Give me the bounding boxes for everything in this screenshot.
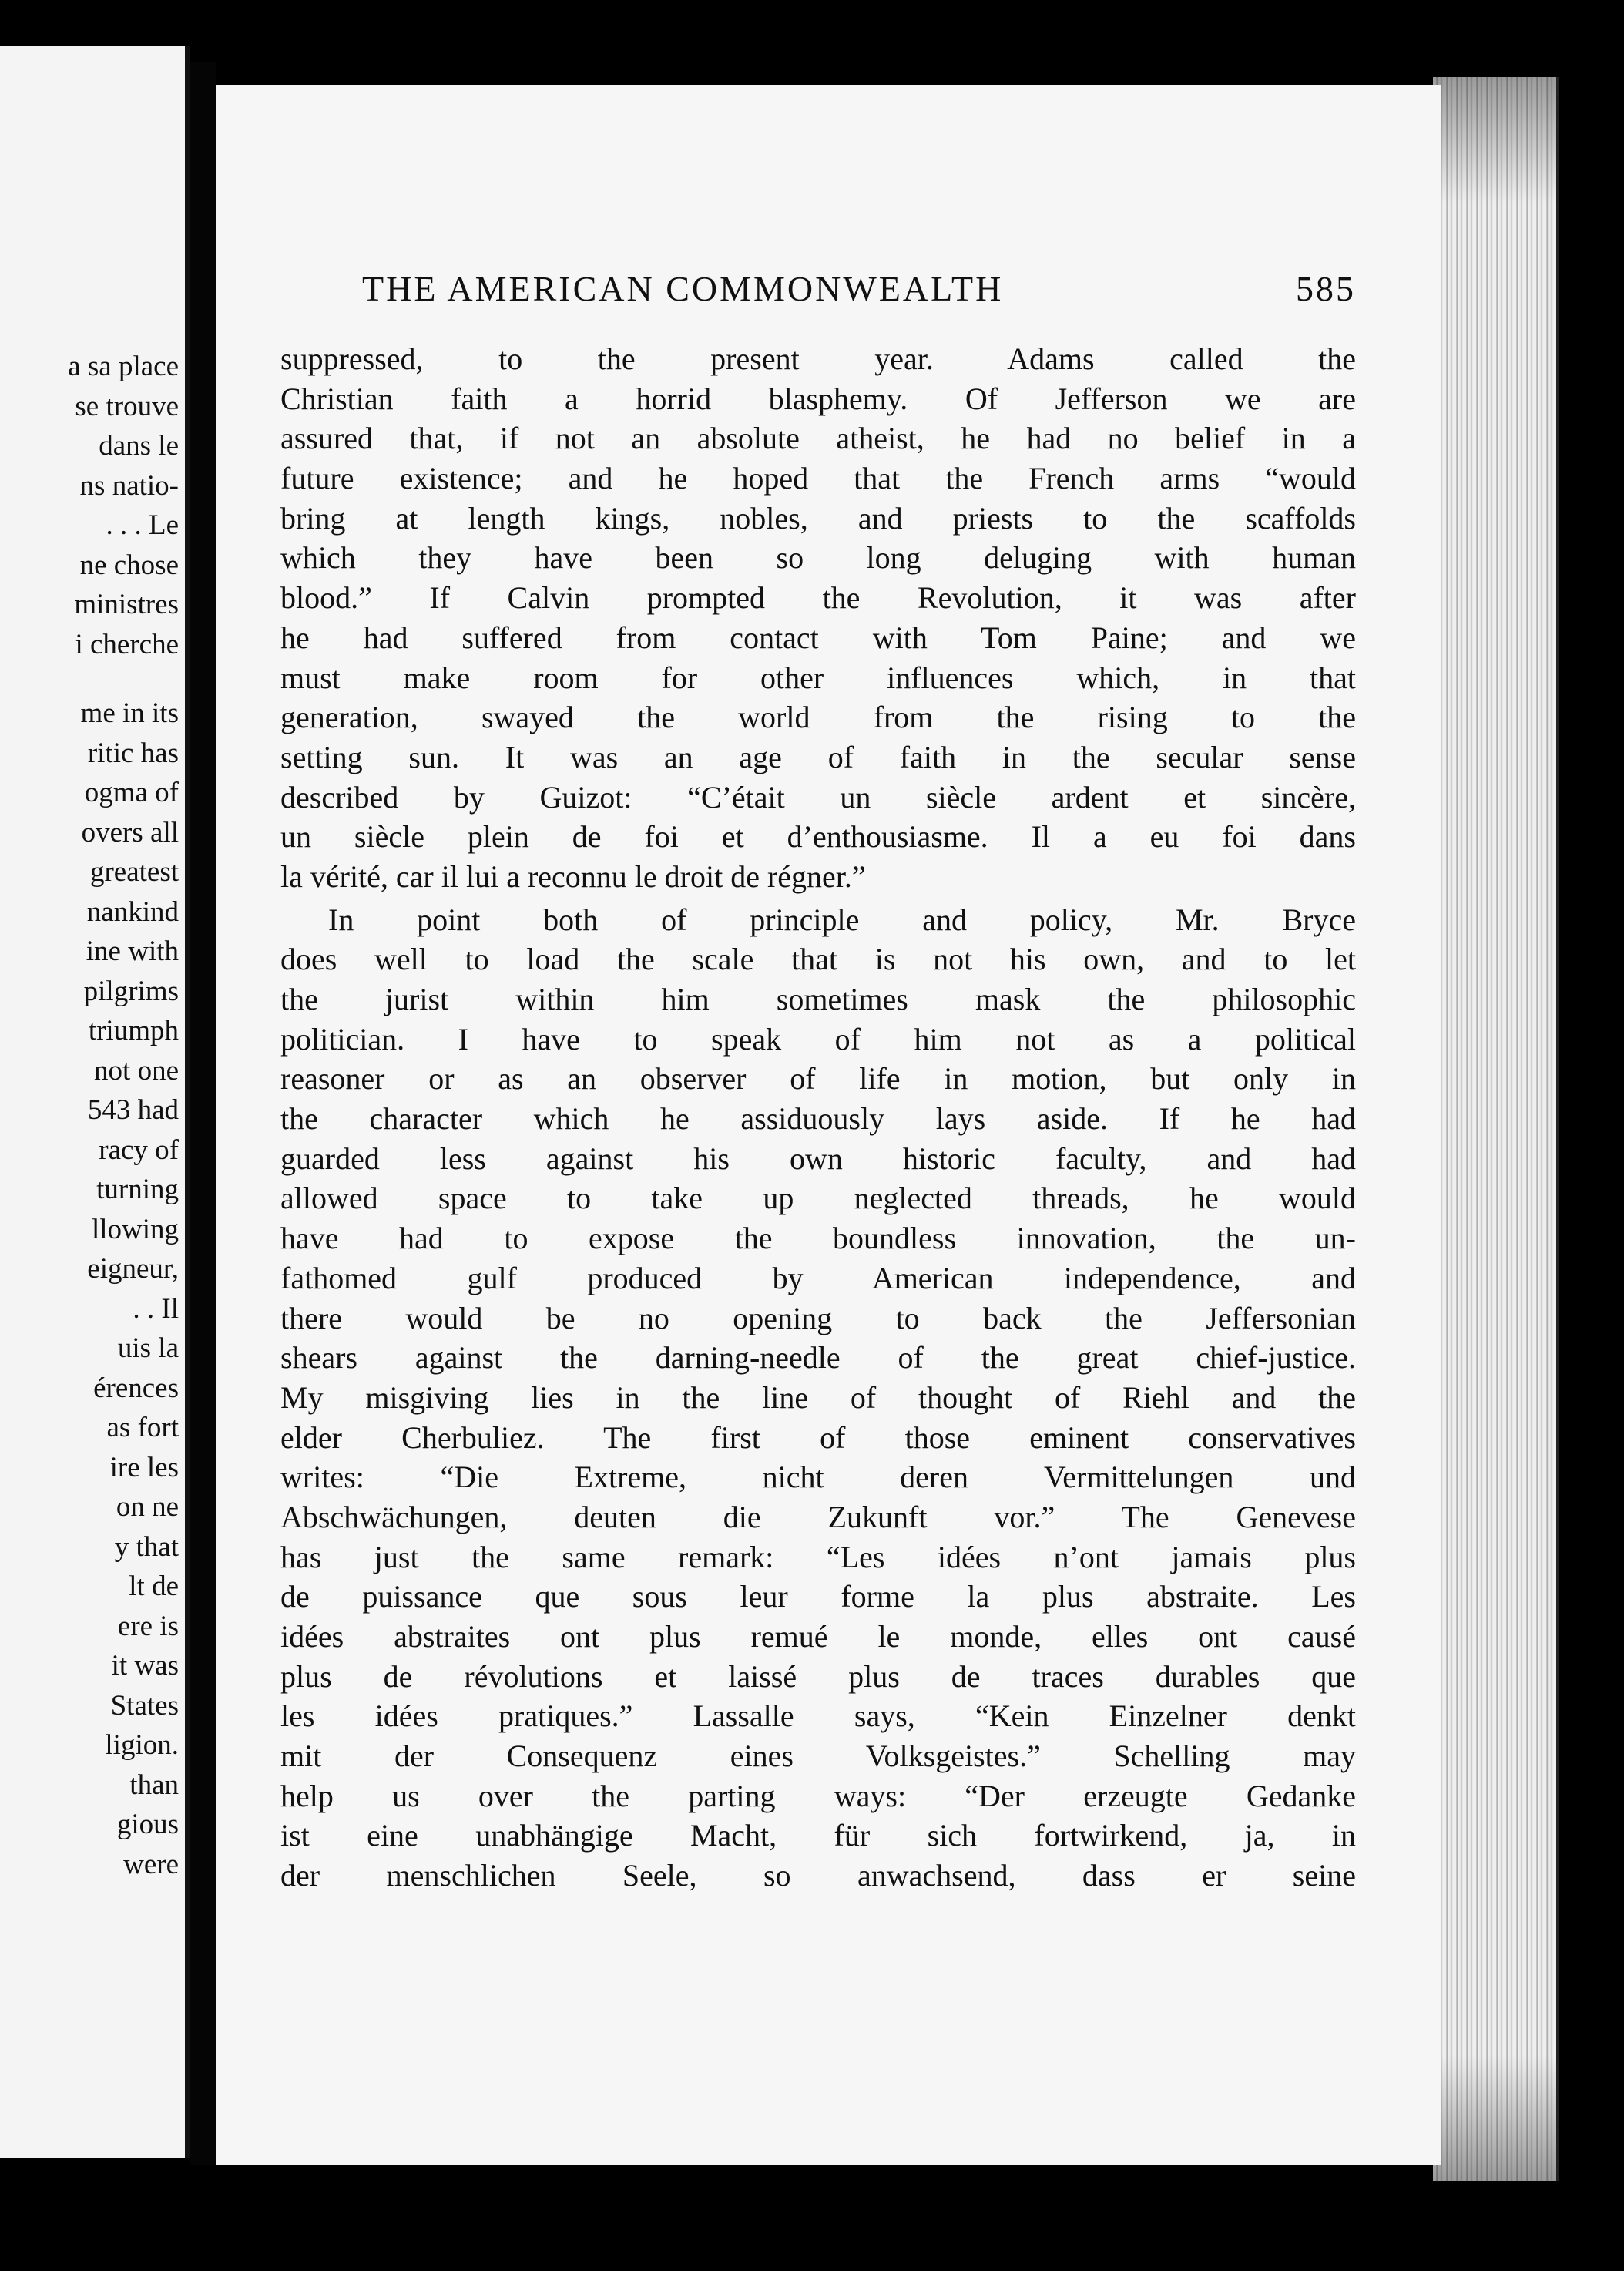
text-line: blood.” If Calvin prompted the Revolution, it was after [280,580,1356,616]
text-line: shears against the darning-needle of the great chief-justice. [280,1340,1356,1376]
text-line: fathomed gulf produced by American independence, and [280,1260,1356,1295]
facing-line: ire les [109,1451,179,1483]
facing-line: nankind [86,895,179,928]
text-line: does well to load the scale that is not his own, and to let [280,942,1356,977]
text-line: help us over the parting ways: “Der erzeugte Gedanke [280,1778,1356,1813]
facing-line: uis la [117,1332,179,1364]
text-line: Abschwächungen, deuten die Zukunft vor.” The Genevese [280,1499,1356,1534]
text-line: must make room for other influences which, in that [280,660,1356,695]
text-line: de puissance que sous leur forme la plus abstraite. Les [280,1579,1356,1614]
text-line: bring at length kings, nobles, and priests to the scaffolds [280,500,1356,536]
facing-line: triumph [88,1015,179,1046]
facing-page-left [0,46,190,2158]
text-line: assured that, if not an absolute atheist, he had no belief in a [280,421,1356,456]
facing-line: dans le [99,430,179,462]
text-line: reasoner or as an observer of life in motion, but only in [280,1061,1356,1097]
facing-line: it was [111,1650,179,1681]
facing-line: turning [96,1174,179,1205]
facing-line: eigneur, [87,1253,179,1285]
text-line: allowed space to take up neglected threads, he would [280,1181,1356,1216]
facing-line: racy of [99,1134,179,1166]
text-line: Christian faith a horrid blasphemy. Of Jefferson we are [280,381,1356,416]
facing-line: y that [114,1530,179,1563]
text-line: future existence; and he hoped that the French arms “would [280,461,1356,496]
text-line: has just the same remark: “Les idées n’ont jamais plus [280,1539,1356,1574]
text-line: have had to expose the boundless innovation, the un- [280,1221,1356,1256]
running-head [362,268,1356,309]
facing-line: llowing [91,1213,179,1245]
text-line: In point both of principle and policy, Mr. Bryce [328,902,1356,937]
facing-line: ritic has [87,737,179,769]
text-line: la vérité, car il lui a reconnu le droit de régner.” [280,858,866,894]
facing-line: a sa place [68,351,179,382]
facing-page-text [0,347,185,1884]
facing-line: ogma of [84,777,179,808]
facing-line: as fort [106,1412,179,1443]
running-head-title: THE AMERICAN COMMONWEALTH [362,269,1004,308]
text-line: writes: “Die Extreme, nicht deren Vermittelungen und [280,1460,1356,1495]
facing-line: . . Il [133,1292,179,1325]
facing-line: pilgrims [83,975,179,1007]
facing-line: . . . Le [106,509,179,541]
facing-line: overs all [81,816,179,848]
facing-line: ns natio- [79,469,179,502]
text-line: politician. I have to speak of him not as a political [280,1021,1356,1057]
facing-line: se trouve [75,390,179,422]
text-line: plus de révolutions et laissé plus de traces durables que [280,1658,1356,1694]
text-line: les idées pratiques.” Lassalle says, “Kein Einzelner denkt [280,1698,1356,1734]
text-line: the jurist within him sometimes mask the philosophic [280,982,1356,1016]
book-fore-edge [1433,77,1559,2181]
text-line: der menschlichen Seele, so anwachsend, dass er seine [280,1858,1356,1893]
text-line: mit der Consequenz eines Volksgeistes.” Schelling may [280,1739,1356,1774]
facing-line: ne chose [79,549,179,581]
facing-line: than [129,1769,179,1801]
facing-line: i cherche [75,628,179,660]
facing-line: me in its [80,697,179,729]
text-line: the character which he assiduously lays aside. If he had [280,1101,1356,1137]
page-number: 585 [1296,269,1356,308]
page-585 [216,85,1441,2165]
text-line: there would be no opening to back the Jeffersonian [280,1300,1356,1335]
facing-line: not one [94,1054,179,1087]
text-line: My misgiving lies in the line of thought of Riehl and the [280,1379,1356,1415]
facing-line: ligion. [105,1729,179,1761]
text-line: setting sun. It was an age of faith in the secular sense [280,739,1356,774]
text-line: he had suffered from contact with Tom Paine; and we [280,620,1356,655]
text-line: ist eine unabhängige Macht, für sich fortwirkend, ja, in [280,1818,1356,1853]
facing-line: States [110,1689,179,1722]
facing-line: were [123,1848,179,1880]
facing-line: érences [93,1372,179,1404]
facing-line: on ne [116,1491,179,1523]
text-line: described by Guizot: “C’était un siècle ardent et sincère, [280,779,1356,815]
facing-line: 543 had [87,1094,179,1126]
text-line: idées abstraites ont plus remué le monde, elles ont causé [280,1619,1356,1654]
facing-line: gious [116,1809,179,1840]
facing-line: greatest [89,856,179,888]
text-line: generation, swayed the world from the rising to the [280,700,1356,735]
facing-line: lt de [129,1571,179,1602]
text-line: un siècle plein de foi et d’enthousiasme. Il a eu foi dans [280,819,1356,855]
book-gutter [190,62,216,2165]
text-line: suppressed, to the present year. Adams called the [280,341,1356,376]
text-line: elder Cherbuliez. The first of those eminent conservatives [280,1419,1356,1455]
text-line: guarded less against his own historic faculty, and had [280,1141,1356,1176]
facing-line: ere is [117,1610,179,1642]
facing-line: ine with [86,936,179,967]
facing-line: ministres [74,589,179,620]
text-line: which they have been so long deluging with human [280,540,1356,576]
body-text [280,339,1356,1896]
